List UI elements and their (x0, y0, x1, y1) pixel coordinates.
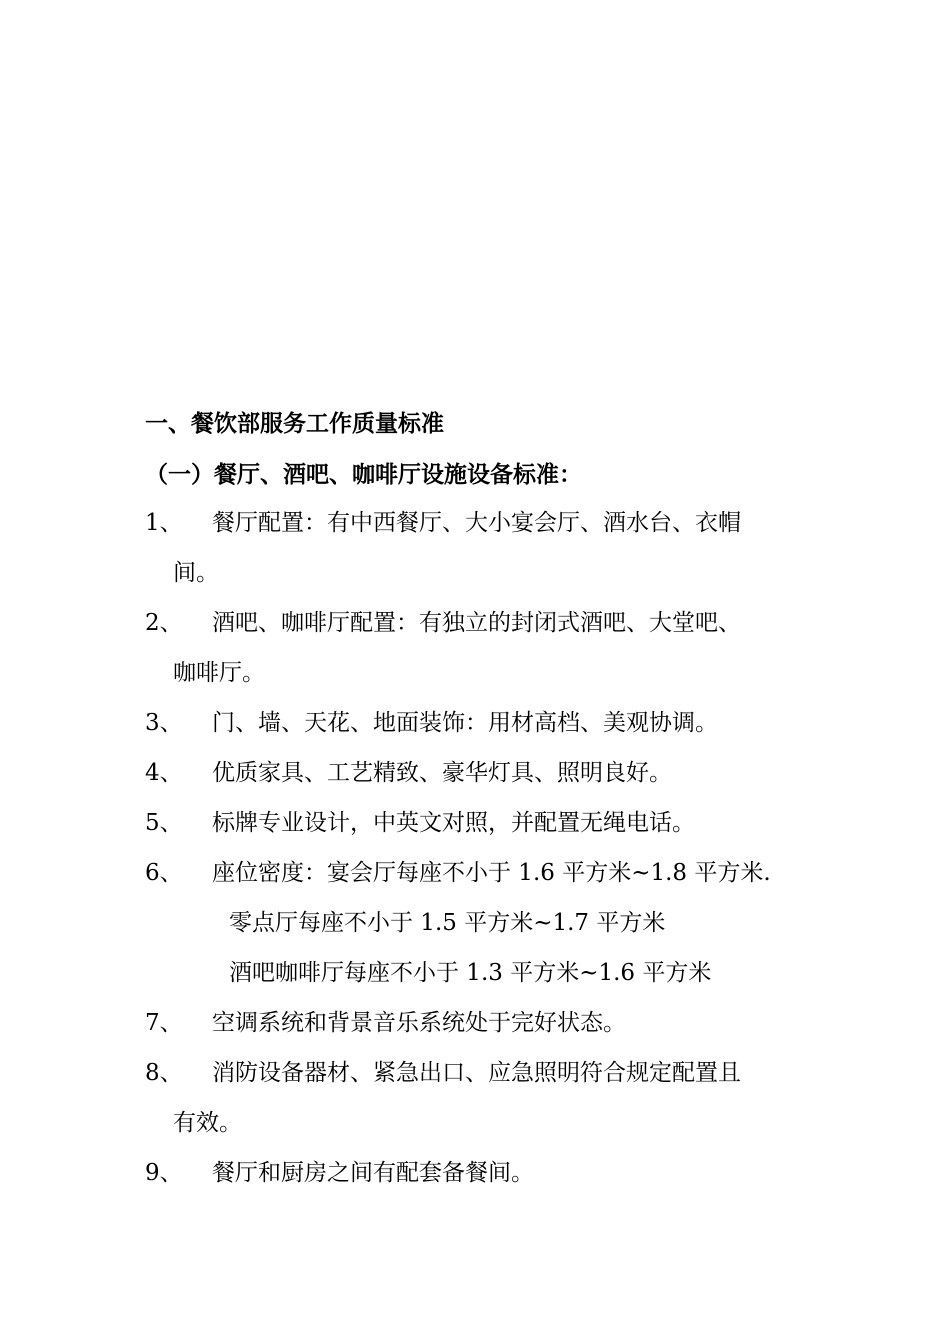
item-number: 9、 (145, 1160, 183, 1186)
item-number: 6、 (145, 860, 183, 886)
item-number: 2、 (145, 610, 183, 636)
item-text: 餐厅配置：有中西餐厅、大小宴会厅、酒水台、衣帽 (212, 510, 741, 536)
item-text: 酒吧、咖啡厅配置：有独立的封闭式酒吧、大堂吧、 (212, 610, 741, 636)
item-number: 4、 (145, 760, 183, 786)
document-title: 一、餐饮部服务工作质量标准 (145, 410, 444, 437)
list-item (145, 748, 815, 798)
list-item (145, 1048, 815, 1148)
item-text-continued: 间。 (173, 560, 219, 586)
list-item (145, 598, 815, 698)
item-text-continued: 咖啡厅。 (173, 660, 265, 686)
item-sub-line: 零点厅每座不小于 1.5 平方米~1.7 平方米 (229, 910, 666, 936)
item-text: 门、墙、天花、地面装饰：用材高档、美观协调。 (212, 710, 718, 736)
item-number: 8、 (145, 1060, 183, 1086)
section-heading: （一）餐厅、酒吧、咖啡厅设施设备标准： (145, 461, 582, 488)
list-item (145, 998, 815, 1048)
item-number: 5、 (145, 810, 183, 836)
list-item (145, 1148, 815, 1198)
item-text: 标牌专业设计，中英文对照，并配置无绳电话。 (212, 810, 695, 836)
list-item (145, 698, 815, 748)
item-text: 优质家具、工艺精致、豪华灯具、照明良好。 (212, 760, 672, 786)
item-number: 7、 (145, 1010, 183, 1036)
item-text: 餐厅和厨房之间有配套备餐间。 (212, 1160, 534, 1186)
item-number: 3、 (145, 710, 183, 736)
item-number: 1、 (145, 510, 183, 536)
list-item (145, 498, 815, 598)
item-text: 空调系统和背景音乐系统处于完好状态。 (212, 1010, 626, 1036)
list-item (145, 848, 815, 898)
item-text: 座位密度：宴会厅每座不小于 1.6 平方米~1.8 平方米. (212, 860, 771, 886)
item-sub-line: 酒吧咖啡厅每座不小于 1.3 平方米~1.6 平方米 (229, 960, 712, 986)
list-item (145, 798, 815, 848)
item-text-continued: 有效。 (173, 1110, 242, 1136)
item-text: 消防设备器材、紧急出口、应急照明符合规定配置且 (212, 1060, 741, 1086)
